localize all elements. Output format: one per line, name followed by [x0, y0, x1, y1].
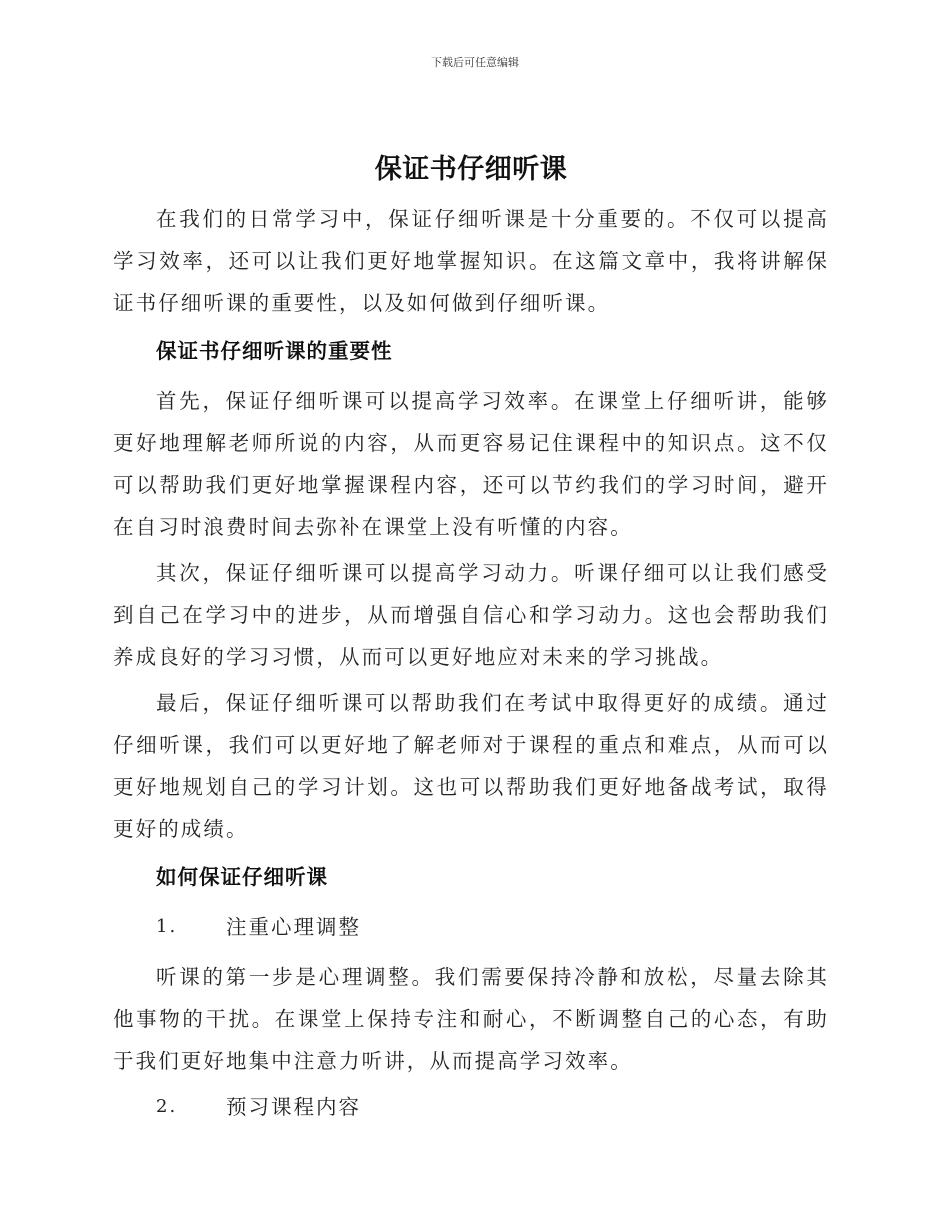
list-number: 2. [156, 1096, 178, 1117]
list-item-1 [156, 906, 829, 948]
section-heading-importance: 保证书仔细听课的重要性 [156, 339, 393, 363]
list-item-label: 注重心理调整 [226, 915, 361, 939]
document-title: 保证书仔细听课 [374, 154, 568, 185]
section-heading-how-to: 如何保证仔细听课 [156, 865, 328, 889]
list-item-label: 预习课程内容 [226, 1095, 361, 1119]
list-item-1-paragraph: 听课的第一步是心理调整。我们需要保持冷静和放松，尽量去除其他事物的干扰。在课堂上保持专注和耐心，不断调整自己的心态，有助于我们更好地集中注意力听讲，从而提高学习效率。 [113, 965, 829, 1073]
document-body [113, 148, 829, 1136]
paragraph-first: 首先，保证仔细听课可以提高学习效率。在课堂上仔细听讲，能够更好地理解老师所说的内容，从而更容易记住课程中的知识点。这不仅可以帮助我们更好地掌握课程内容，还可以节约我们的学习时间，避开在自习时浪费时间去弥补在课堂上没有听懂的内容。 [113, 389, 829, 539]
paragraph-second: 其次，保证仔细听课可以提高学习动力。听课仔细可以让我们感受到自己在学习中的进步，从而增强自信心和学习动力。这也会帮助我们养成良好的学习习惯，从而可以更好地应对未来的学习挑战。 [113, 561, 829, 669]
list-number: 1. [156, 916, 178, 937]
page-header-note: 下载后可任意编辑 [431, 56, 519, 69]
paragraph-third: 最后，保证仔细听课可以帮助我们在考试中取得更好的成绩。通过仔细听课，我们可以更好地了解老师对于课程的重点和难点，从而可以更好地规划自己的学习计划。这也可以帮助我们更好地备战考试，取得更好的成绩。 [113, 691, 829, 841]
list-item-2 [156, 1086, 829, 1128]
intro-paragraph: 在我们的日常学习中，保证仔细听课是十分重要的。不仅可以提高学习效率，还可以让我们更好地掌握知识。在这篇文章中，我将讲解保证书仔细听课的重要性，以及如何做到仔细听课。 [113, 207, 829, 315]
